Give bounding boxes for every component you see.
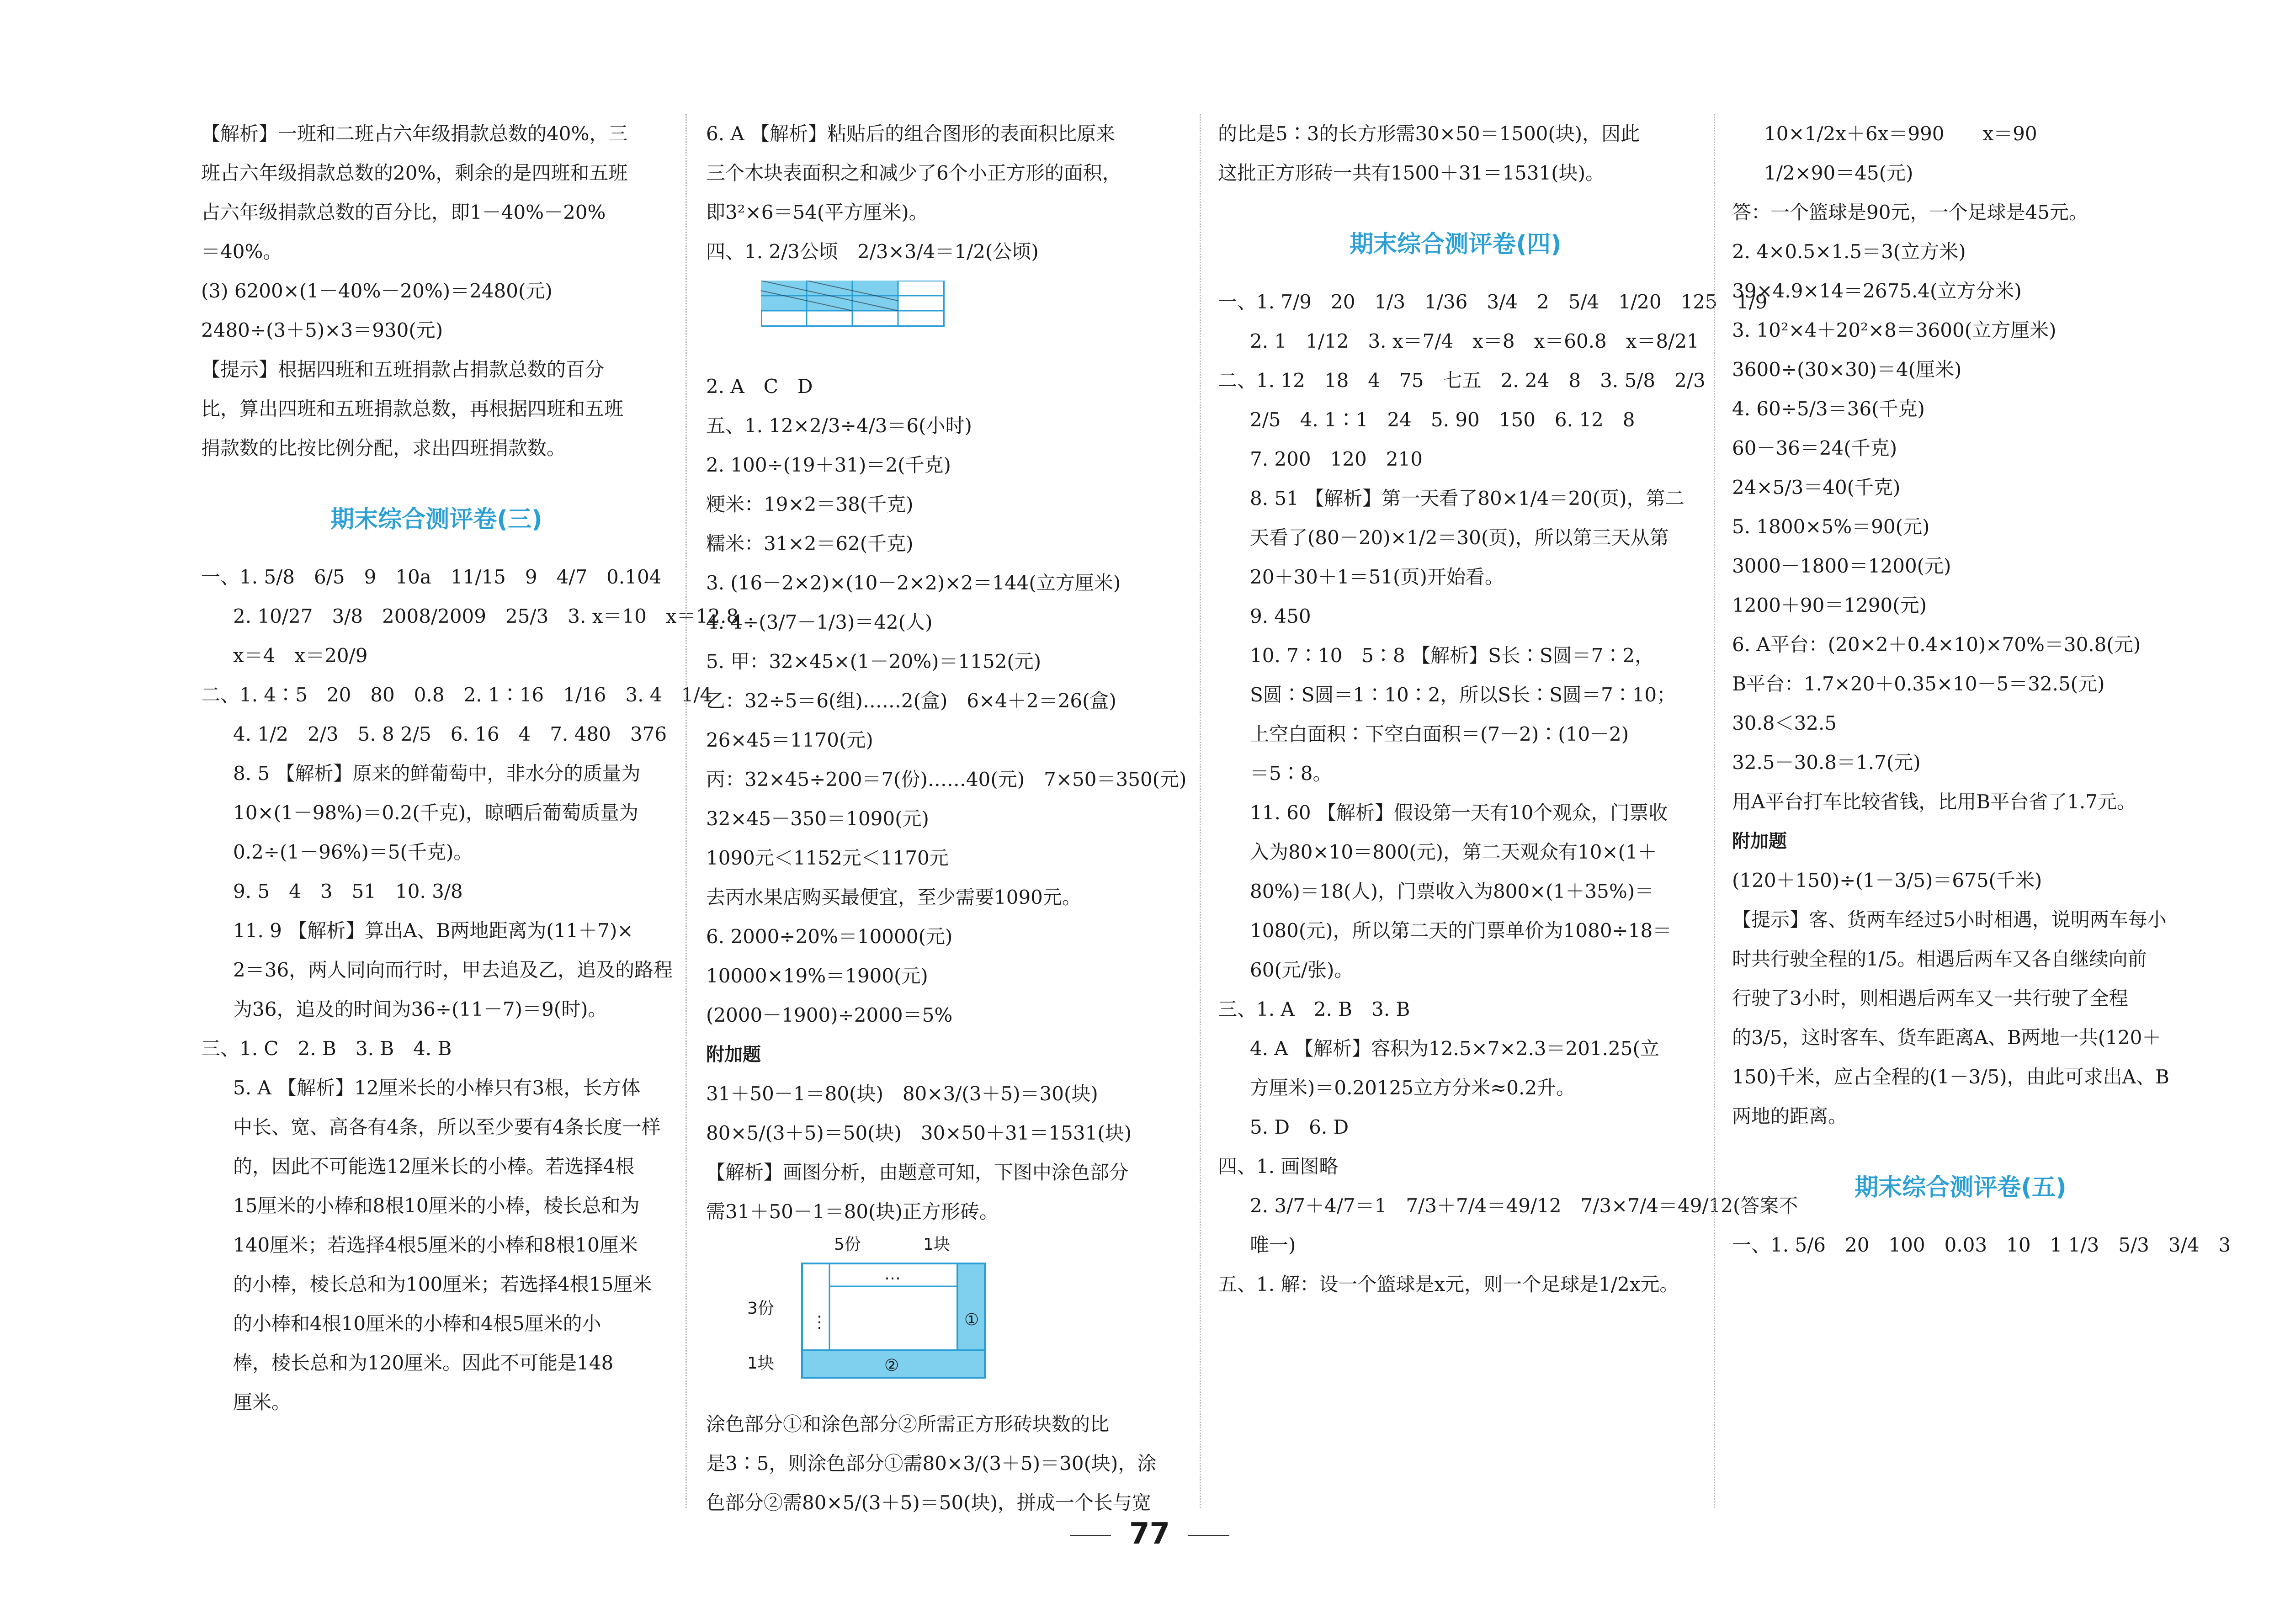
answer-line: 80×5/(3＋5)＝50(块) 30×50＋31＝1531(块) <box>706 1122 1132 1144</box>
answer-line: 两地的距离。 <box>1732 1105 1848 1127</box>
label-1-block-top: 1块 <box>923 1236 950 1254</box>
answer-line: 8. 51 【解析】第一天看了80×1/4＝20(页)，第二 <box>1250 487 1685 509</box>
answer-line: 行驶了3小时，则相遇后两车又一共行驶了全程 <box>1732 987 2128 1009</box>
answer-line: 2. A C D <box>706 375 813 398</box>
column-4 <box>1732 114 2231 1265</box>
answer-line: 30.8＜32.5 <box>1732 712 1837 734</box>
answer-line: 4. 1/2 2/3 5. 8 2/5 6. 16 4 7. 480 376 <box>233 723 667 745</box>
answer-line: 二、1. 4∶5 20 80 0.8 2. 1∶16 1/16 3. 4 1/4 <box>201 684 712 706</box>
answer-line: 2. 100÷(19＋31)＝2(千克) <box>706 454 951 476</box>
answer-line: 天看了(80－20)×1/2＝30(页)，所以第三天从第 <box>1250 526 1669 549</box>
answer-line: 棒，棱长总和为120厘米。因此不可能是148 <box>233 1352 614 1374</box>
text-line: 比，算出四班和五班捐款总数，再根据四班和五班 <box>201 398 624 420</box>
answer-line: 20＋30＋1＝51(页)开始看。 <box>1250 566 1504 588</box>
answer-line: 4. A 【解析】容积为12.5×7×2.3＝201.25(立 <box>1250 1037 1659 1060</box>
answer-line: 80%)＝18(人)，门票收入为800×(1＋35%)＝ <box>1250 880 1654 902</box>
bonus-heading: 附加题 <box>1732 831 1787 852</box>
answer-line: 1/2×90＝45(元) <box>1764 162 1913 184</box>
answer-line: 二、1. 12 18 4 75 七五 2. 24 8 3. 5/8 2/3 <box>1218 369 1706 392</box>
answer-line: 60(元/张)。 <box>1250 959 1354 981</box>
column-divider <box>1714 114 1715 1508</box>
answer-line: 2. 3/7＋4/7＝1 7/3＋7/4＝49/12 7/3×7/4＝49/12(答案不 <box>1250 1194 1798 1217</box>
answer-line: 去丙水果店购买最便宜，至少需要1090元。 <box>706 886 1081 908</box>
answer-line: 的小棒，棱长总和为100厘米；若选择4根15厘米 <box>233 1273 652 1295</box>
answer-line: S圆∶S圆＝1∶10∶2，所以S长∶S圆＝7∶10； <box>1250 684 1676 706</box>
answer-line: 五、1. 12×2/3÷4/3＝6(小时) <box>706 414 972 437</box>
answer-line: 3. (16－2×2)×(10－2×2)×2＝144(立方厘米) <box>706 572 1121 594</box>
answer-line: 丙：32×45÷200＝7(份)……40(元) 7×50＝350(元) <box>706 768 1187 791</box>
region-2-label: ② <box>884 1356 899 1375</box>
answer-line: 唯一) <box>1250 1234 1296 1256</box>
answer-line: 10×(1－98%)＝0.2(千克)，晾晒后葡萄质量为 <box>233 801 639 824</box>
answer-line: 10×1/2x＋6x＝990 x＝90 <box>1764 122 2037 145</box>
answer-line: 10000×19%＝1900(元) <box>706 965 928 987</box>
answer-line: 11. 60 【解析】假设第一天有10个观众，门票收 <box>1250 801 1668 824</box>
page-number-dash-left <box>1070 1535 1111 1536</box>
column-divider <box>686 114 687 1508</box>
answer-line: 一、1. 5/8 6/5 9 10a 11/15 9 4/7 0.104 <box>201 566 662 588</box>
page-number-dash-right <box>1188 1535 1229 1536</box>
answer-line: 1080(元)，所以第二天的门票单价为1080÷18＝ <box>1250 919 1672 942</box>
answer-line: 这批正方形砖一共有1500＋31＝1531(块)。 <box>1218 162 1605 184</box>
answer-line: 39×4.9×14＝2675.4(立方分米) <box>1732 280 2022 302</box>
answer-line: 答：一个篮球是90元，一个足球是45元。 <box>1732 201 2088 223</box>
answer-line: 5. 甲：32×45×(1－20%)＝1152(元) <box>706 650 1042 673</box>
answer-line: (120＋150)÷(1－3/5)＝675(千米) <box>1732 869 2042 892</box>
tile-diagram <box>747 1236 1003 1387</box>
ellipsis-h: … <box>884 1265 901 1284</box>
answer-line: B平台：1.7×20＋0.35×10－5＝32.5(元) <box>1732 673 2105 695</box>
column-2 <box>706 114 1187 1523</box>
text-line: (3) 6200×(1－40%－20%)＝2480(元) <box>201 280 553 302</box>
answer-line: 需31＋50－1＝80(块)正方形砖。 <box>706 1200 999 1223</box>
answer-line: 5. 1800×5%＝90(元) <box>1732 515 1930 538</box>
answer-line: 一、1. 5/6 20 100 0.03 10 1 1/3 5/3 3/4 3 <box>1732 1234 2231 1256</box>
answer-line: 【解析】画图分析，由题意可知，下图中涂色部分 <box>706 1161 1129 1184</box>
answer-line: 的3/5，这时客车、货车距离A、B两地一共(120＋ <box>1732 1026 2162 1049</box>
answer-line: 上空白面积∶下空白面积＝(7－2)∶(10－2) <box>1250 723 1629 745</box>
answer-line: 的小棒和4根10厘米的小棒和4根5厘米的小 <box>233 1312 601 1335</box>
text-line: 2480÷(3＋5)×3＝930(元) <box>201 319 443 341</box>
answer-line: 7. 200 120 210 <box>1250 448 1423 470</box>
answer-line: 时共行驶全程的1/5。相遇后两车又各自继续向前 <box>1732 948 2147 970</box>
answer-line: 1090元＜1152元＜1170元 <box>706 847 949 869</box>
answer-line: 11. 9 【解析】算出A、B两地距离为(11＋7)× <box>233 919 633 942</box>
answer-line: 9. 5 4 3 51 10. 3/8 <box>233 880 463 902</box>
answer-line: 1200＋90＝1290(元) <box>1732 594 1927 616</box>
answer-line: 三个木块表面积之和减少了6个小正方形的面积， <box>706 162 1121 184</box>
answer-line: 24×5/3＝40(千克) <box>1732 476 1901 499</box>
answer-line: 8. 5 【解析】原来的鲜葡萄中，非水分的质量为 <box>233 762 641 785</box>
label-3-parts: 3份 <box>747 1299 774 1318</box>
label-1-block-left: 1块 <box>747 1354 774 1373</box>
answer-line: 一、1. 7/9 20 1/3 1/36 3/4 2 5/4 1/20 125 1/9 <box>1218 291 1768 313</box>
answer-line: 3000－1800＝1200(元) <box>1732 555 1951 577</box>
answer-line: 四、1. 画图略 <box>1218 1155 1339 1178</box>
text-line: 【提示】根据四班和五班捐款占捐款总数的百分 <box>201 358 605 381</box>
answer-line: 32.5－30.8＝1.7(元) <box>1732 751 1921 774</box>
page-number-value: 77 <box>1129 1517 1170 1551</box>
answer-line: 三、1. C 2. B 3. B 4. B <box>201 1037 452 1060</box>
answer-line: 2. 4×0.5×1.5＝3(立方米) <box>1732 240 1966 263</box>
grid-diagram <box>761 281 962 349</box>
section-title: 期末综合测评卷(三) <box>330 506 542 533</box>
answer-line: 6. 2000÷20%＝10000(元) <box>706 925 953 948</box>
section-title: 期末综合测评卷(五) <box>1855 1174 2067 1201</box>
answer-line: 中长、宽、高各有4条，所以至少要有4条长度一样 <box>233 1116 661 1138</box>
answer-line: 入为80×10＝800(元)，第二天观众有10×(1＋ <box>1250 841 1657 863</box>
answer-line: 140厘米；若选择4根5厘米的小棒和8根10厘米 <box>233 1234 638 1256</box>
text-line: 【解析】一班和二班占六年级捐款总数的40%，三 <box>201 122 628 145</box>
answer-line: 【提示】客、货两车经过5小时相遇，说明两车每小 <box>1732 908 2167 931</box>
label-5-parts: 5份 <box>834 1236 861 1254</box>
answer-line: 4. 4÷(3/7－1/3)＝42(人) <box>706 611 933 633</box>
tile-rectangle-figure <box>747 1236 1181 1400</box>
answer-line: 6. A平台：(20×2＋0.4×10)×70%＝30.8(元) <box>1732 633 2141 656</box>
answer-line: 6. A 【解析】粘贴后的组合图形的表面积比原来 <box>706 122 1116 145</box>
hectare-grid-figure <box>761 281 1181 362</box>
answer-line: 厘米。 <box>233 1391 291 1413</box>
answer-line: x＝4 x＝20/9 <box>233 644 368 667</box>
answer-line: 60－36＝24(千克) <box>1732 437 1897 459</box>
answer-line: 15厘米的小棒和8根10厘米的小棒，棱长总和为 <box>233 1194 640 1217</box>
answer-line: 方厘米)＝0.20125立方分米≈0.2升。 <box>1250 1077 1576 1099</box>
answer-line: 的比是5∶3的长方形需30×50＝1500(块)，因此 <box>1218 122 1640 145</box>
answer-line: 0.2÷(1－96%)＝5(千克)。 <box>233 841 473 863</box>
answer-line: 5. A 【解析】12厘米长的小棒只有3根，长方体 <box>233 1077 641 1099</box>
answer-line: 2/5 4. 1∶1 24 5. 90 150 6. 12 8 <box>1250 409 1635 431</box>
region-1-label: ① <box>964 1311 979 1329</box>
section-title: 期末综合测评卷(四) <box>1350 231 1562 258</box>
text-line: ＝40%。 <box>201 240 282 263</box>
answer-line: 4. 60÷5/3＝36(千克) <box>1732 398 1925 420</box>
text-line: 占六年级捐款总数的百分比，即1－40%－20% <box>201 201 606 223</box>
answer-line: 五、1. 解：设一个篮球是x元，则一个足球是1/2x元。 <box>1218 1273 1679 1295</box>
answer-line: 糯米：31×2＝62(千克) <box>706 532 914 555</box>
answer-line: 2. 1 1/12 3. x＝7/4 x＝8 x＝60.8 x＝8/21 <box>1250 330 1699 352</box>
answer-line: 用A平台打车比较省钱，比用B平台省了1.7元。 <box>1732 791 2136 813</box>
answer-line: 是3∶5，则涂色部分①需80×3/(3＋5)＝30(块)，涂 <box>706 1452 1157 1475</box>
answer-line: (2000－1900)÷2000＝5% <box>706 1004 953 1026</box>
answer-line: ＝5∶8。 <box>1250 762 1332 785</box>
answer-line: 2. 10/27 3/8 2008/2009 25/3 3. x＝10 x＝12.8 <box>233 605 739 627</box>
text-line: 捐款数的比按比例分配，求出四班捐款数。 <box>201 437 566 459</box>
answer-line: 2＝36，两人同向而行时，甲去追及乙，追及的路程 <box>233 959 673 981</box>
bonus-heading: 附加题 <box>706 1044 761 1065</box>
answer-line: 粳米：19×2＝38(千克) <box>706 493 914 515</box>
answer-line: 3600÷(30×30)＝4(厘米) <box>1732 358 1962 381</box>
text-line: 班占六年级捐款总数的20%，剩余的是四班和五班 <box>201 162 628 184</box>
answer-line: 乙：32÷5＝6(组)……2(盒) 6×4＋2＝26(盒) <box>706 690 1116 712</box>
answer-line: 9. 450 <box>1250 605 1311 627</box>
answer-line: 3. 10²×4＋20²×8＝3600(立方厘米) <box>1732 319 2056 341</box>
column-divider <box>1200 114 1201 1508</box>
answer-line: 5. D 6. D <box>1250 1116 1349 1138</box>
page-number <box>0 1517 2285 1551</box>
answer-line: 涂色部分①和涂色部分②所需正方形砖块数的比 <box>706 1413 1110 1435</box>
answer-line: 32×45－350＝1090(元) <box>706 807 929 830</box>
answer-line: 色部分②需80×5/(3＋5)＝50(块)，拼成一个长与宽 <box>706 1491 1151 1514</box>
answer-line: 三、1. A 2. B 3. B <box>1218 998 1410 1020</box>
answer-line: 26×45＝1170(元) <box>706 729 873 751</box>
answer-line: 即3²×6＝54(平方厘米)。 <box>706 201 928 223</box>
answer-line: 为36，追及的时间为36÷(11－7)＝9(时)。 <box>233 998 607 1020</box>
answer-line: 31＋50－1＝80(块) 80×3/(3＋5)＝30(块) <box>706 1083 1098 1105</box>
answer-line: 150)千米，应占全程的(1－3/5)，由此可求出A、B <box>1732 1066 2169 1088</box>
ellipsis-v: ⋮ <box>811 1313 828 1332</box>
answer-line: 的，因此不可能选12厘米长的小棒。若选择4根 <box>233 1155 635 1178</box>
answer-line: 四、1. 2/3公顷 2/3×3/4＝1/2(公顷) <box>706 240 1039 263</box>
answer-line: 10. 7∶10 5∶8 【解析】S长∶S圆＝7∶2， <box>1250 644 1654 667</box>
